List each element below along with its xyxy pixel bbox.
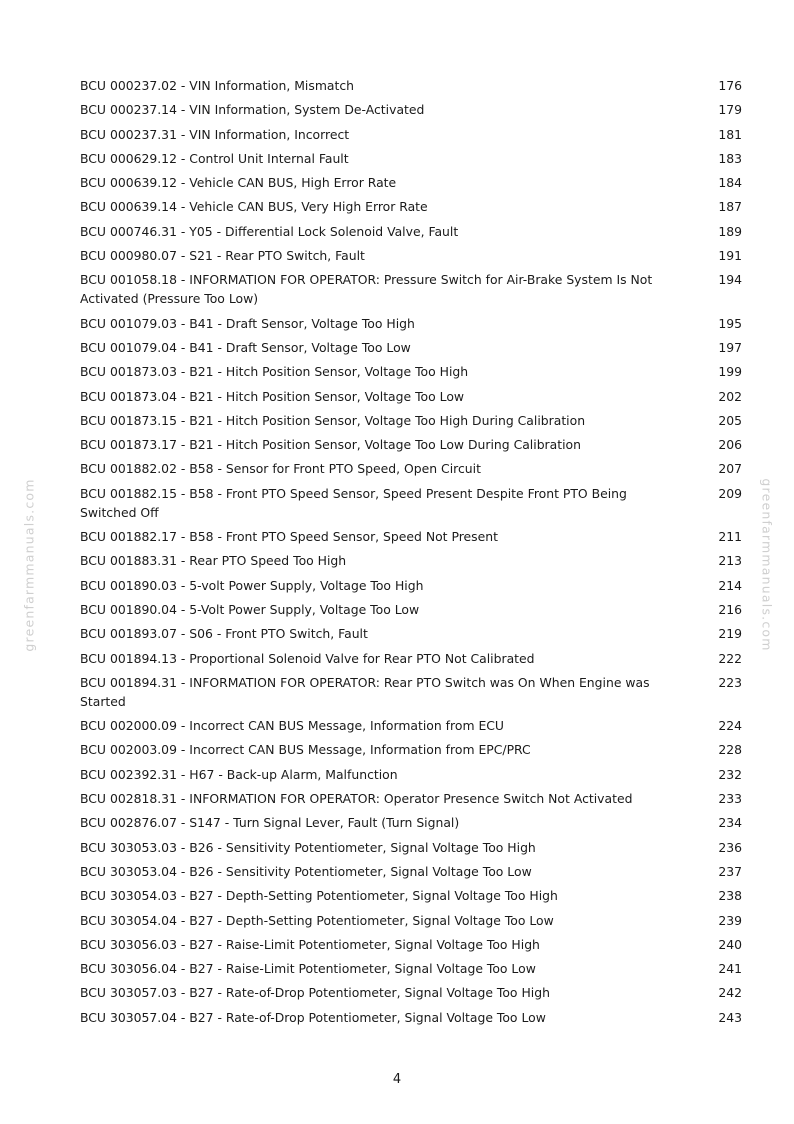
toc-entry-title: BCU 303053.04 - B26 - Sensitivity Potentiometer, Signal Voltage Too Low (80, 863, 532, 879)
toc-entry[interactable] (80, 765, 742, 784)
toc-entry[interactable] (80, 959, 742, 978)
toc-entry[interactable] (80, 649, 742, 668)
toc-entry[interactable] (80, 740, 742, 759)
toc-entry-title: BCU 000237.02 - VIN Information, Mismatch (80, 78, 355, 93)
toc-entry-title: BCU 001890.04 - 5-Volt Power Supply, Voltage Too Low (80, 601, 420, 617)
toc-entry-title: BCU 001890.03 - 5-volt Power Supply, Voltage Too High (80, 577, 424, 593)
toc-entry-title: BCU 303056.03 - B27 - Raise-Limit Potentiometer, Signal Voltage Too High (80, 936, 540, 952)
toc-entry[interactable] (80, 246, 742, 265)
toc-entry[interactable] (80, 624, 742, 643)
toc-entry-page: 232 (718, 766, 742, 782)
toc-entry-title: BCU 001893.07 - S06 - Front PTO Switch, Fault (80, 626, 368, 642)
toc-entry-title: BCU 000980.07 - S21 - Rear PTO Switch, Fault (80, 248, 365, 264)
toc-entry-title: BCU 000237.14 - VIN Information, System De-Activated (80, 102, 425, 118)
toc-entry[interactable] (80, 911, 742, 930)
toc-entry-title: BCU 303057.03 - B27 - Rate-of-Drop Potentiometer, Signal Voltage Too High (80, 985, 550, 1001)
toc-entry-title: BCU 303054.04 - B27 - Depth-Setting Potentiometer, Signal Voltage Too Low (80, 912, 554, 928)
watermark-left: greenfarmmanuals.com (21, 478, 37, 652)
toc-entry[interactable] (80, 222, 742, 241)
toc-entry-title: BCU 000639.12 - Vehicle CAN BUS, High Error Rate (80, 175, 397, 191)
toc-entry-page: 238 (718, 888, 742, 904)
toc-entry[interactable] (80, 435, 742, 454)
toc-entry-page: 236 (718, 839, 742, 855)
toc-entry-page: 234 (718, 815, 742, 831)
toc-entry-page: 214 (718, 577, 742, 593)
toc-entry-page: 216 (718, 601, 742, 617)
toc-entry[interactable] (80, 149, 742, 168)
toc-entry-title: BCU 000746.31 - Y05 - Differential Lock Solenoid Valve, Fault (80, 223, 459, 239)
toc-entry[interactable] (80, 76, 742, 95)
toc-entry-title: BCU 002000.09 - Incorrect CAN BUS Message, Information from ECU (80, 718, 505, 734)
toc-entry-page: 209 (718, 485, 742, 501)
toc-entry-title: BCU 001882.15 - B58 - Front PTO Speed Sensor, Speed Present Despite Front PTO Being Switched Off (80, 485, 627, 520)
toc-entry-page: 240 (718, 936, 742, 952)
toc-entry[interactable] (80, 789, 742, 808)
toc-entry-page: 189 (718, 223, 742, 239)
toc-entry-title: BCU 001882.02 - B58 - Sensor for Front PTO Speed, Open Circuit (80, 461, 481, 477)
toc-entry-page: 194 (718, 272, 742, 288)
toc-entry-page: 222 (718, 650, 742, 666)
toc-entry-page: 176 (718, 78, 742, 93)
toc-entry-page: 239 (718, 912, 742, 928)
toc-entry-title: BCU 002876.07 - S147 - Turn Signal Lever, Fault (Turn Signal) (80, 815, 460, 831)
toc-entry-title: BCU 001058.18 - INFORMATION FOR OPERATOR: Pressure Switch for Air-Brake System Is Not Activated (Pressure Too Low) (80, 272, 653, 307)
toc-entry-page: 202 (718, 388, 742, 404)
toc-entry[interactable] (80, 716, 742, 735)
toc-entry-page: 179 (718, 102, 742, 118)
toc-entry[interactable] (80, 411, 742, 430)
toc-entry-page: 243 (718, 1009, 742, 1025)
toc-entry[interactable] (80, 600, 742, 619)
toc-entry[interactable] (80, 527, 742, 546)
toc-entry-title: BCU 000639.14 - Vehicle CAN BUS, Very High Error Rate (80, 199, 428, 215)
toc-entry[interactable] (80, 862, 742, 881)
toc-entry[interactable] (80, 484, 742, 522)
toc-entry-title: BCU 001894.13 - Proportional Solenoid Valve for Rear PTO Not Calibrated (80, 650, 535, 666)
toc-entry[interactable] (80, 551, 742, 570)
toc-entry-page: 213 (718, 553, 742, 569)
toc-entry-title: BCU 303053.03 - B26 - Sensitivity Potentiometer, Signal Voltage Too High (80, 839, 536, 855)
toc-entry[interactable] (80, 387, 742, 406)
toc-entry[interactable] (80, 125, 742, 144)
toc-entry[interactable] (80, 314, 742, 333)
toc-entry-page: 195 (718, 315, 742, 331)
toc-entry-page: 223 (718, 674, 742, 690)
toc-entry-title: BCU 001883.31 - Rear PTO Speed Too High (80, 553, 347, 569)
toc-entry-page: 219 (718, 626, 742, 642)
toc-entry-page: 191 (718, 248, 742, 264)
toc-entry-page: 242 (718, 985, 742, 1001)
toc-entry-page: 233 (718, 791, 742, 807)
toc-entry-title: BCU 001894.31 - INFORMATION FOR OPERATOR: Rear PTO Switch was On When Engine was Started (80, 674, 650, 709)
toc-entry-page: 207 (718, 461, 742, 477)
toc-entry-title: BCU 001882.17 - B58 - Front PTO Speed Sensor, Speed Not Present (80, 529, 498, 545)
toc-entry[interactable] (80, 197, 742, 216)
toc-entry[interactable] (80, 983, 742, 1002)
toc-entry[interactable] (80, 935, 742, 954)
toc-entry-page: 205 (718, 412, 742, 428)
toc-entry-page: 241 (718, 961, 742, 977)
toc-entry-title: BCU 001873.17 - B21 - Hitch Position Sensor, Voltage Too Low During Calibration (80, 437, 581, 453)
table-of-contents (80, 76, 742, 1032)
toc-entry-title: BCU 000629.12 - Control Unit Internal Fault (80, 150, 349, 166)
page-number: 4 (392, 1072, 402, 1087)
toc-entry[interactable] (80, 338, 742, 357)
toc-entry[interactable] (80, 576, 742, 595)
toc-entry-page: 237 (718, 863, 742, 879)
toc-entry-title: BCU 001079.03 - B41 - Draft Sensor, Voltage Too High (80, 315, 415, 331)
toc-entry-title: BCU 001873.04 - B21 - Hitch Position Sensor, Voltage Too Low (80, 388, 465, 404)
toc-entry-title: BCU 303054.03 - B27 - Depth-Setting Potentiometer, Signal Voltage Too High (80, 888, 558, 904)
toc-entry[interactable] (80, 459, 742, 478)
toc-entry-title: BCU 001079.04 - B41 - Draft Sensor, Voltage Too Low (80, 339, 411, 355)
toc-entry-title: BCU 303056.04 - B27 - Raise-Limit Potentiometer, Signal Voltage Too Low (80, 961, 536, 977)
watermark-right: greenfarmmanuals.com (759, 478, 775, 652)
toc-entry-title: BCU 001873.03 - B21 - Hitch Position Sensor, Voltage Too High (80, 364, 469, 380)
toc-entry-page: 184 (718, 175, 742, 191)
toc-entry-title: BCU 303057.04 - B27 - Rate-of-Drop Potentiometer, Signal Voltage Too Low (80, 1009, 546, 1025)
toc-entry-page: 187 (718, 199, 742, 215)
toc-entry[interactable] (80, 362, 742, 381)
toc-entry-page: 197 (718, 339, 742, 355)
toc-entry-title: BCU 002392.31 - H67 - Back-up Alarm, Malfunction (80, 766, 398, 782)
toc-entry[interactable] (80, 673, 742, 711)
toc-entry-title: BCU 001873.15 - B21 - Hitch Position Sensor, Voltage Too High During Calibration (80, 412, 586, 428)
toc-entry-page: 181 (718, 126, 742, 142)
toc-entry-page: 211 (718, 529, 742, 545)
toc-entry-page: 228 (718, 742, 742, 758)
toc-entry[interactable] (80, 813, 742, 832)
toc-entry-title: BCU 002818.31 - INFORMATION FOR OPERATOR: Operator Presence Switch Not Activated (80, 791, 633, 807)
toc-entry-page: 183 (718, 150, 742, 166)
toc-entry[interactable] (80, 100, 742, 119)
toc-entry-page: 224 (718, 718, 742, 734)
toc-entry-title: BCU 002003.09 - Incorrect CAN BUS Message, Information from EPC/PRC (80, 742, 531, 758)
toc-entry-title: BCU 000237.31 - VIN Information, Incorrect (80, 126, 350, 142)
toc-entry-page: 199 (718, 364, 742, 380)
toc-entry[interactable] (80, 270, 742, 308)
toc-entry[interactable] (80, 173, 742, 192)
toc-entry-page: 206 (718, 437, 742, 453)
toc-entry[interactable] (80, 886, 742, 905)
toc-entry[interactable] (80, 1008, 742, 1027)
toc-entry[interactable] (80, 838, 742, 857)
